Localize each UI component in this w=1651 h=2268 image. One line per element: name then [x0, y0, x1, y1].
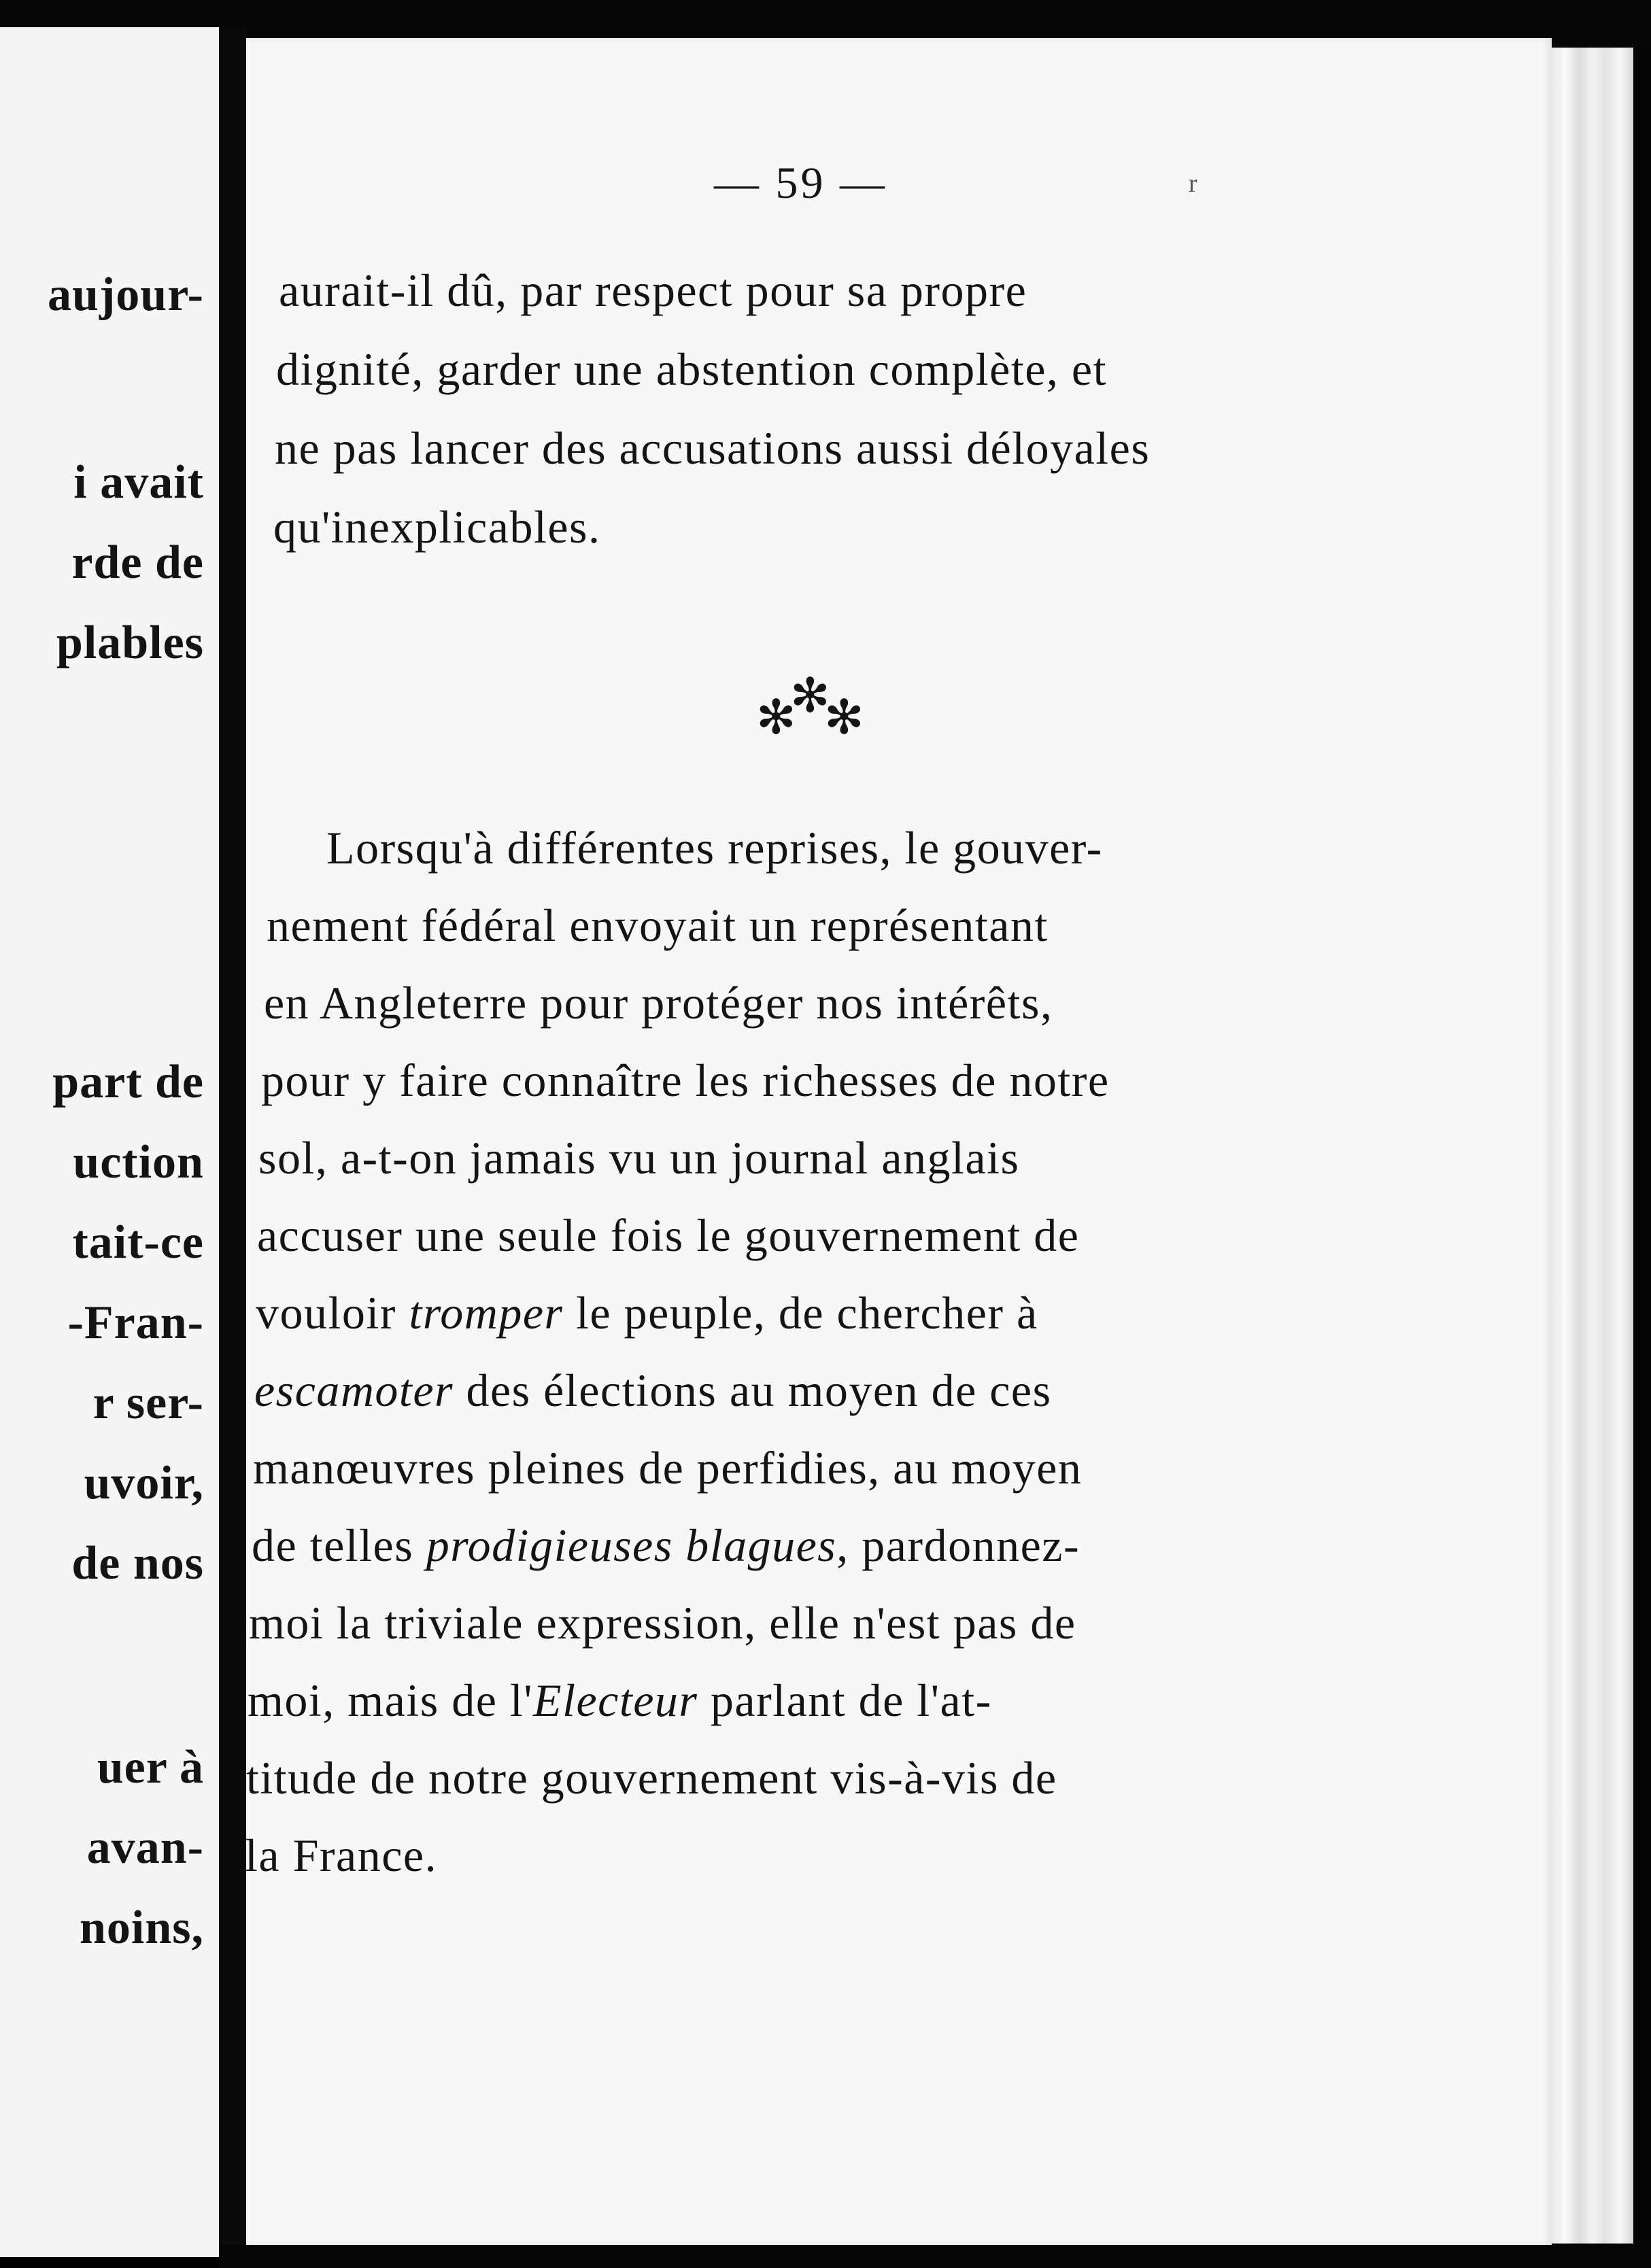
facing-page-line: plables — [56, 617, 204, 669]
facing-page-line: i avait — [73, 456, 204, 509]
book-gutter — [219, 27, 246, 2268]
italic-text: escamoter — [254, 1364, 454, 1416]
facing-page-line: uction — [73, 1136, 204, 1188]
facing-page-fragment — [0, 27, 219, 2257]
asterism-star: ✻ — [790, 670, 830, 723]
asterism-star: ✻ — [824, 692, 864, 744]
facing-page-line: tait-ce — [72, 1216, 204, 1269]
scan-bottom-border — [219, 2245, 1651, 2268]
scan-right-border — [1633, 48, 1651, 2268]
italic-text: tromper — [409, 1287, 564, 1339]
facing-page-line: de nos — [71, 1537, 204, 1590]
text-line: nement fédéral envoyait un représentant — [267, 899, 1049, 951]
text-line: moi la triviale expression, elle n'est pas de — [249, 1597, 1076, 1649]
text-line: la France. — [245, 1829, 438, 1881]
text-line: sol, a-t-on jamais vu un journal anglais — [258, 1132, 1020, 1184]
text-line: en Angleterre pour protéger nos intérêts, — [264, 977, 1053, 1029]
text-segment: le peuple, de chercher à — [563, 1287, 1038, 1339]
text-line — [254, 1364, 1052, 1418]
text-line — [252, 1519, 1080, 1573]
text-segment: moi, mais de l' — [248, 1674, 534, 1726]
facing-page-line: noins, — [79, 1902, 204, 1954]
text-segment: , pardonnez- — [836, 1519, 1080, 1571]
text-segment: parlant de l'at- — [698, 1674, 992, 1726]
facing-page-line: part de — [52, 1056, 204, 1108]
text-segment: de telles — [252, 1519, 426, 1571]
text-line: Lorsqu'à différentes reprises, le gouver- — [326, 822, 1103, 874]
asterism-star: ✻ — [756, 692, 796, 744]
text-line — [256, 1286, 1038, 1340]
page-number: — 59 — — [714, 158, 887, 208]
text-line: qu'inexplicables. — [273, 501, 601, 553]
text-line: titude de notre gouvernement vis-à-vis de — [246, 1752, 1057, 1804]
text-segment: des élections au moyen de ces — [453, 1364, 1052, 1416]
text-line: accuser une seule fois le gouvernement de — [257, 1209, 1080, 1261]
text-line: ne pas lancer des accusations aussi déloyales — [275, 422, 1151, 474]
facing-page-line: aujour- — [48, 269, 204, 321]
facing-page-line: -Fran- — [67, 1296, 204, 1349]
facing-page-line: r ser- — [92, 1377, 204, 1429]
text-line — [248, 1674, 992, 1728]
text-line: manœuvres pleines de perfidies, au moyen — [253, 1442, 1083, 1494]
facing-page-line: uer à — [97, 1741, 204, 1793]
text-line: pour y faire connaître les richesses de notre — [261, 1054, 1110, 1106]
facing-page-line: rde de — [71, 536, 204, 589]
italic-text: Electeur — [533, 1674, 698, 1726]
text-line: dignité, garder une abstention complète, et — [276, 343, 1107, 395]
text-line: aurait-il dû, par respect pour sa propre — [279, 264, 1027, 316]
page-edges — [1552, 48, 1633, 2244]
text-segment: vouloir — [256, 1287, 409, 1339]
facing-page-line: avan- — [86, 1821, 204, 1874]
italic-text: prodigieuses blagues — [426, 1519, 837, 1571]
facing-page-line: uvoir, — [84, 1457, 204, 1509]
corner-mark: r — [1189, 169, 1197, 198]
section-asterism — [756, 670, 865, 748]
